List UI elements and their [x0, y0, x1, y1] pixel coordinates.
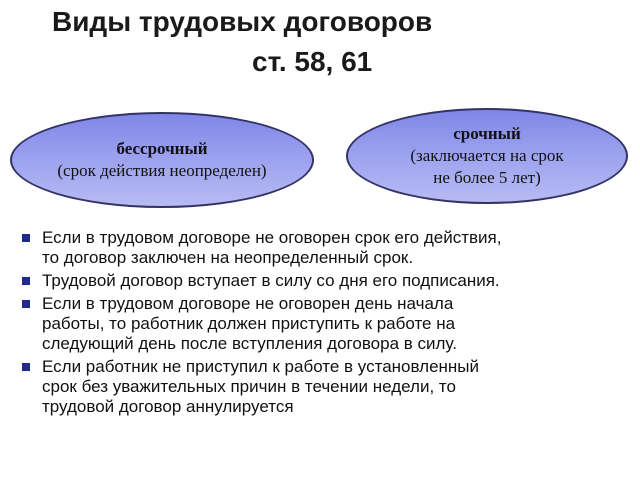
- contract-type-name: срочный: [453, 124, 521, 143]
- contract-type-description: не более 5 лет): [433, 168, 541, 187]
- list-item-text-line: работы, то работник должен приступить к работе на: [42, 314, 456, 333]
- contract-type-name: бессрочный: [116, 139, 208, 158]
- contract-type-description: (срок действия неопределен): [57, 161, 267, 180]
- square-bullet-icon: [22, 363, 30, 371]
- contract-type-indefinite-oval: [10, 112, 314, 208]
- list-item: [20, 294, 632, 354]
- list-item-text-line: Если в трудовом договоре не оговорен день начала: [42, 294, 454, 313]
- list-item-text-line: Если работник не приступил к работе в установленный: [42, 357, 480, 376]
- list-item: [20, 271, 632, 291]
- list-item-text-line: Если в трудовом договоре не оговорен срок его действия,: [42, 228, 502, 247]
- list-item-text-line: трудовой договор аннулируется: [42, 397, 294, 416]
- list-item-text-line: следующий день после вступления договора в силу.: [42, 334, 457, 353]
- page-title: Виды трудовых договоров: [52, 6, 433, 37]
- list-item-text-line: Трудовой договор вступает в силу со дня его подписания.: [42, 271, 500, 290]
- square-bullet-icon: [22, 234, 30, 242]
- page-subtitle-articles: ст. 58, 61: [252, 46, 373, 77]
- rules-list: [20, 228, 632, 420]
- square-bullet-icon: [22, 277, 30, 285]
- list-item: [20, 357, 632, 417]
- list-item: [20, 228, 632, 268]
- contract-type-fixed-term-oval: [346, 108, 628, 204]
- contract-type-description: (заключается на срок: [410, 146, 564, 165]
- square-bullet-icon: [22, 300, 30, 308]
- list-item-text-line: срок без уважительных причин в течении недели, то: [42, 377, 456, 396]
- list-item-text-line: то договор заключен на неопределенный срок.: [42, 248, 414, 267]
